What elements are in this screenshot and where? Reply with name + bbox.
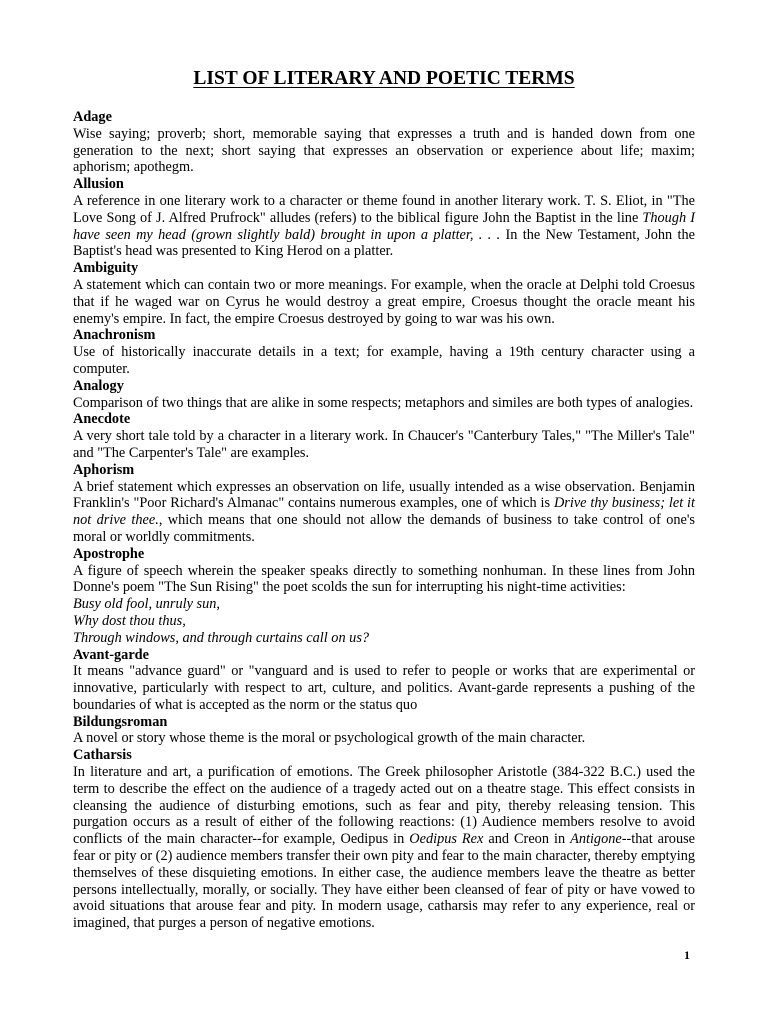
poem-line: Through windows, and through curtains call on us? xyxy=(73,629,370,646)
entry-catharsis xyxy=(73,747,695,932)
term-definition: A very short tale told by a character in a literary work. In Chaucer's "Canterbury Tales," "The Miller's Tale" and "The Carpenter's Tale" are examples. xyxy=(73,428,695,461)
definition-text: , which means that one should not allow the demands of business to take control of one's moral or worldly commitments. xyxy=(73,512,695,545)
entry-adage xyxy=(73,109,695,176)
definition-text: In literature and art, a purification of emotions. The Greek philosopher Aristotle (384-322 B.C.) used the term to describe the effect on the audience of a tragedy acted out on a theatre stage. This effect consists in cleansing the audience of disturbing emotions, such as fear and pity, thereby releasing tension. This purgation occurs as a result of either of the following reactions: (1) Audience members resolve to avoid conflicts of the main character--for example, Oedipus in xyxy=(73,764,695,848)
poem-line: Why dost thou thus, xyxy=(73,612,186,629)
entry-analogy xyxy=(73,378,695,412)
term-heading: Bildungsroman xyxy=(73,713,168,730)
term-heading: Aphorism xyxy=(73,461,135,478)
term-heading: Allusion xyxy=(73,176,124,193)
term-heading: Catharsis xyxy=(73,747,132,764)
definition-text: In the New Testament, John the Baptist's head was presented to King Herod on a platter. xyxy=(73,226,695,260)
definition-text: --that arouse fear or pity or (2) audience members transfer their own pity and fear to the main character, thereby emptying themselves of these disquieting emotions. In either case, the audience members leave the theatre as better persons intellectually, morally, or socially. They have either been cleansed of fear of pity or have vowed to avoid situations that arouse fear and pity. In modern usage, catharsis may refer to any experience, real or imagined, that purges a person of negative emotions. xyxy=(73,831,695,932)
definition-text: A brief statement which expresses an observation on life, usually intended as a wise observation. Benjamin Franklin's "Poor Richard's Almanac" contains numerous examples, one of which is xyxy=(73,478,695,512)
poem-line: Busy old fool, unruly sun, xyxy=(73,596,220,613)
page-number: 1 xyxy=(684,948,690,962)
entry-allusion xyxy=(73,176,695,260)
entry-apostrophe xyxy=(73,546,695,647)
work-title: Antigone xyxy=(570,831,622,848)
term-definition: Comparison of two things that are alike in some respects; metaphors and similes are both types of analogies. xyxy=(73,394,694,411)
term-definition xyxy=(73,193,695,260)
quoted-line: Drive thy business; let it not drive thee. xyxy=(73,495,696,529)
entry-bildungsroman xyxy=(73,714,695,748)
term-heading: Anachronism xyxy=(73,327,156,344)
term-definition xyxy=(73,479,695,546)
term-heading: Avant-garde xyxy=(73,646,149,663)
work-title: Oedipus Rex xyxy=(409,831,484,848)
term-heading: Anecdote xyxy=(73,411,131,428)
term-heading: Apostrophe xyxy=(73,545,145,562)
term-definition xyxy=(73,764,695,932)
entry-avant-garde xyxy=(73,647,695,714)
definition-text: A reference in one literary work to a character or theme found in another literary work. T. S. Eliot, in "The Love Song of J. Alfred Prufrock" alludes (refers) to the biblical figure John the Baptist in the line xyxy=(73,192,695,226)
term-definition: Use of historically inaccurate details in a text; for example, having a 19th century character using a computer. xyxy=(73,344,695,377)
term-definition: It means "advance guard" or "vanguard and is used to refer to people or works that are experimental or innovative, particularly with respect to art, culture, and politics. Avant-garde represents a pushing of the boundaries of what is accepted as the norm or the status quo xyxy=(73,663,695,713)
entry-anachronism xyxy=(73,327,695,377)
term-definition: A statement which can contain two or more meanings. For example, when the oracle at Delphi told Croesus that if he waged war on Cyrus he would destroy a great empire, Croesus thought the oracle meant his enemy's empire. In fact, the empire Croesus destroyed by going to war was his own. xyxy=(73,276,695,327)
quoted-line: Though I have seen my head (grown slightly bald) brought in upon a platter, . . . xyxy=(73,209,695,243)
term-heading: Adage xyxy=(73,109,112,125)
term-definition: Wise saying; proverb; short, memorable saying that expresses a truth and is handed down from one generation to the next; short saying that expresses an observation or experience about life; maxim; aphorism; apothegm. xyxy=(73,125,695,176)
page-title: LIST OF LITERARY AND POETIC TERMS xyxy=(193,68,575,89)
term-heading: Analogy xyxy=(73,377,124,394)
entry-ambiguity xyxy=(73,260,695,327)
entry-aphorism xyxy=(73,462,695,546)
entry-anecdote xyxy=(73,411,695,461)
definition-text: and Creon in xyxy=(483,831,571,848)
document-page xyxy=(73,66,695,932)
term-definition: A novel or story whose theme is the moral or psychological growth of the main character. xyxy=(73,730,586,747)
term-heading: Ambiguity xyxy=(73,260,139,277)
term-definition: A figure of speech wherein the speaker speaks directly to something nonhuman. In these lines from John Donne's poem "The Sun Rising" the poet scolds the sun for interrupting his night-time activities: xyxy=(73,562,695,596)
